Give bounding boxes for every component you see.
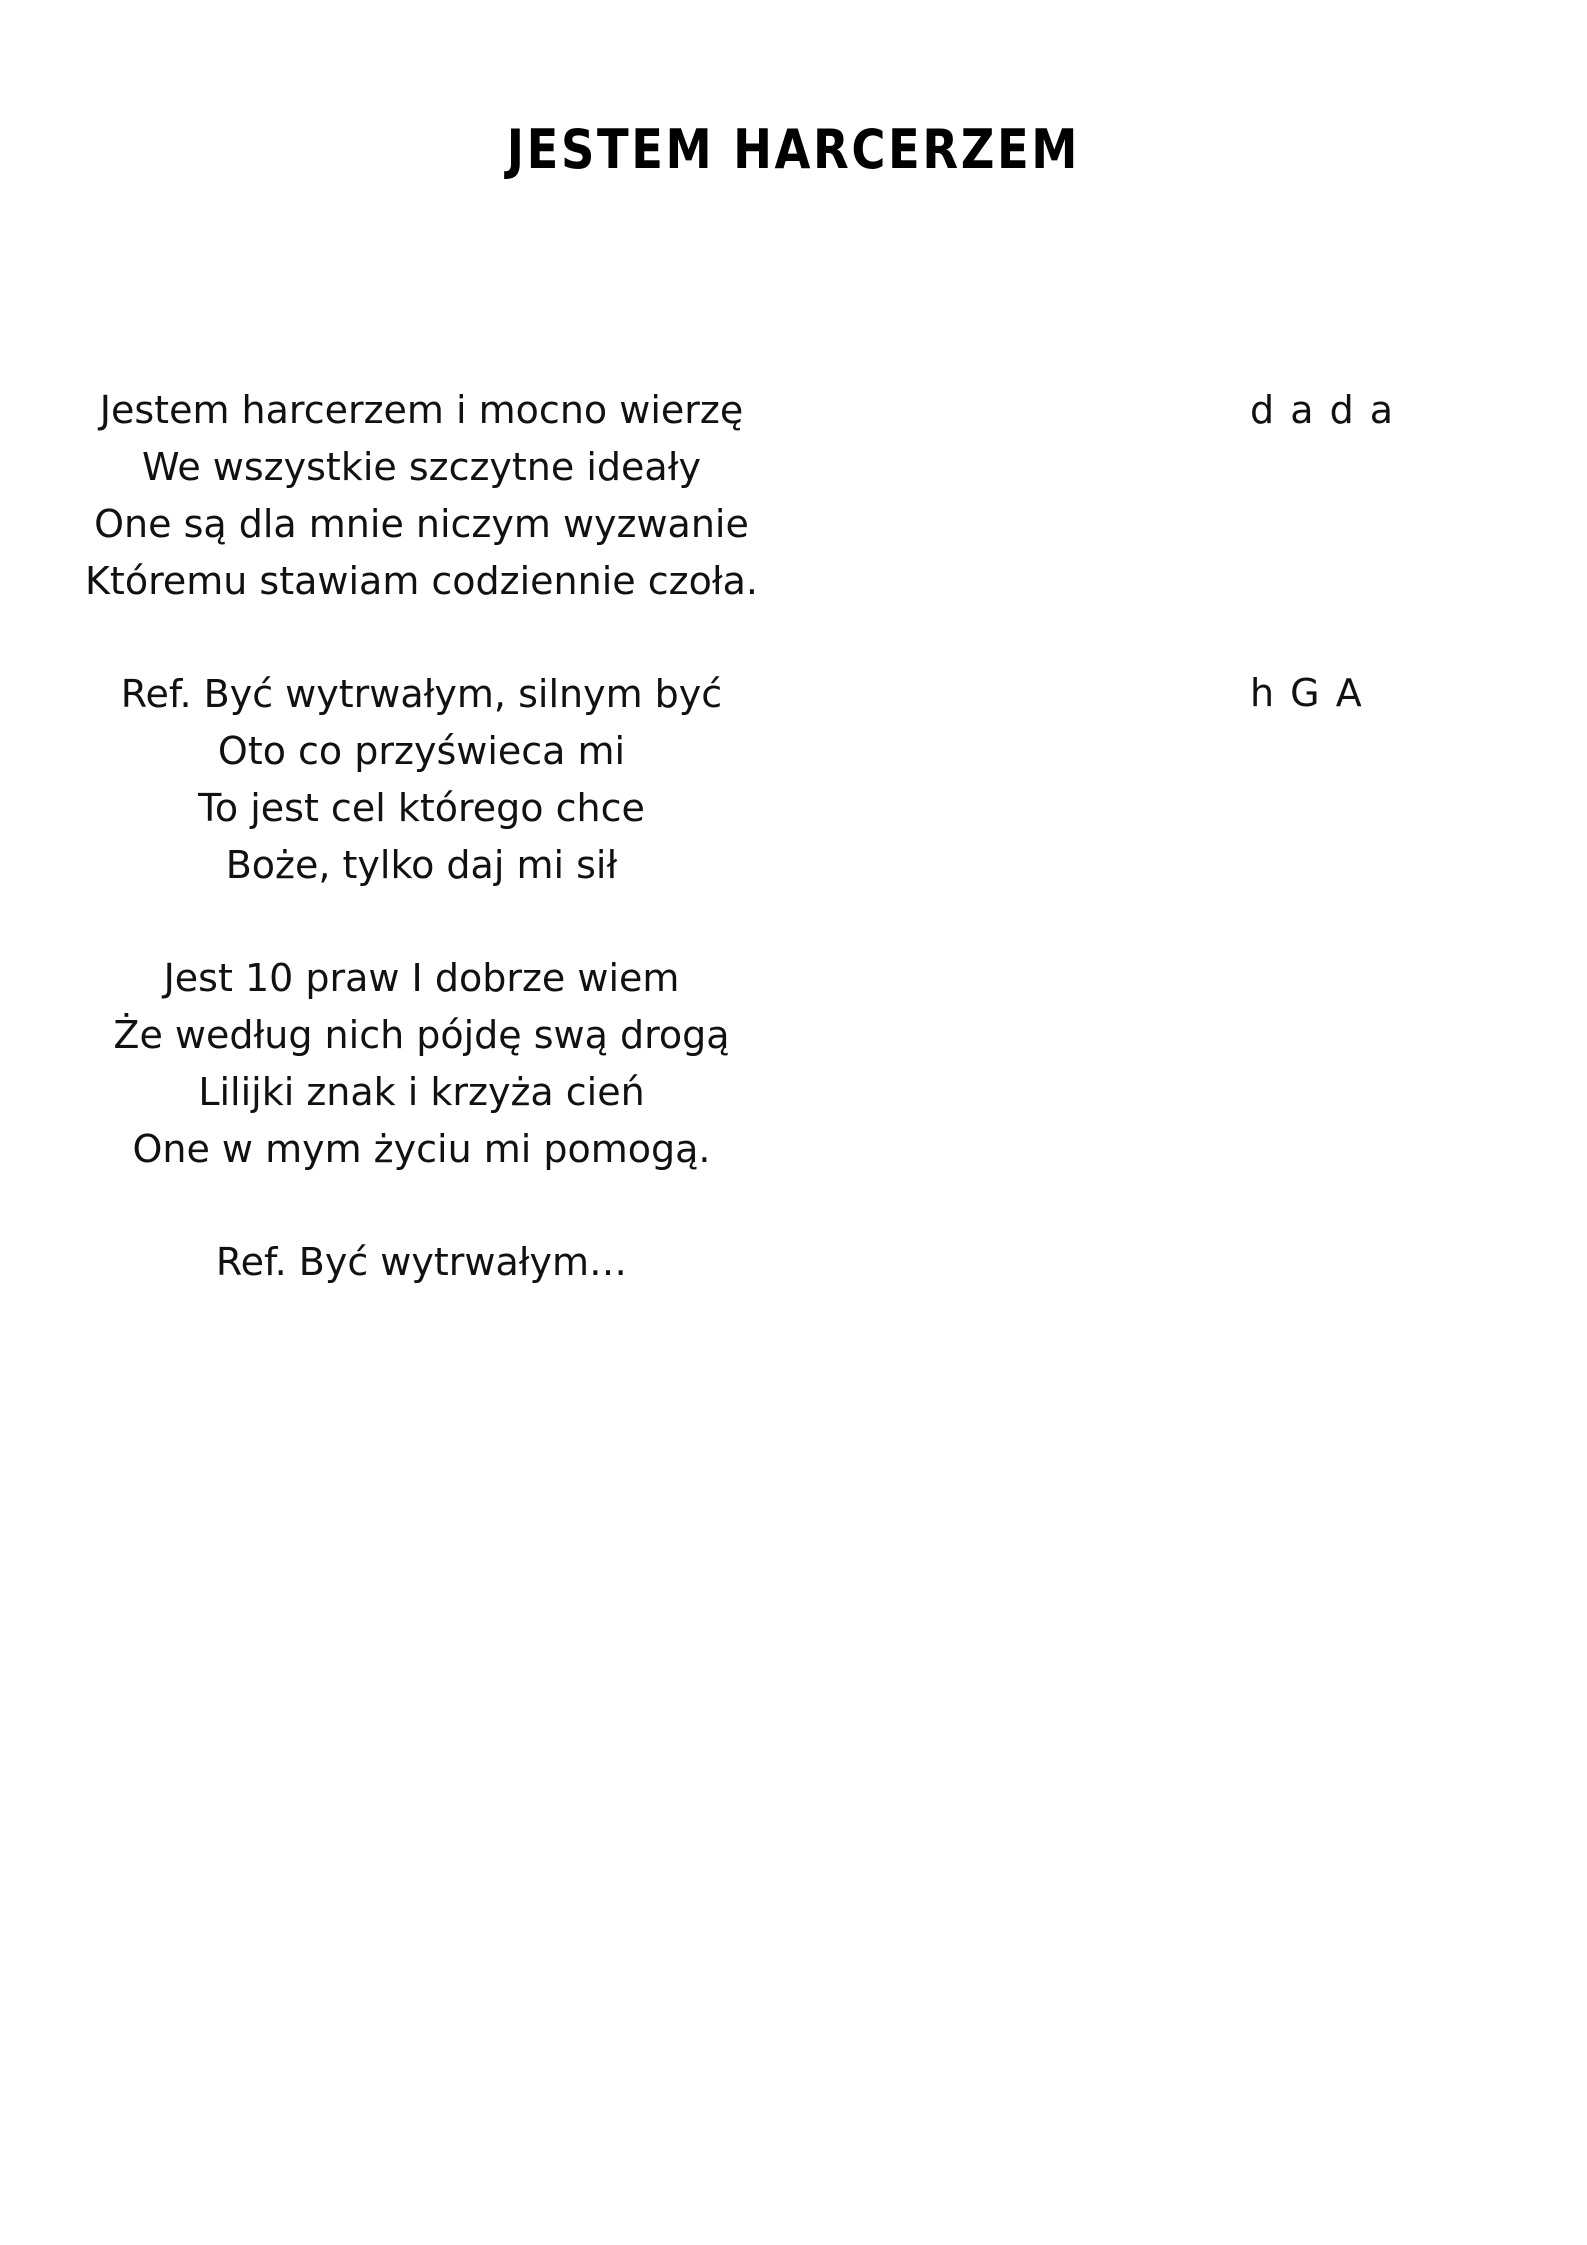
stanza-verse-2: [0, 950, 843, 1178]
lyric-line: Jest 10 praw I dobrze wiem: [163, 956, 680, 1000]
lyric-line: Że według nich pójdę swą drogą: [113, 1013, 730, 1057]
lyric-line: We wszystkie szczytne ideały: [142, 445, 701, 489]
lyric-line: Lilijki znak i krzyża cień: [198, 1070, 645, 1114]
lyric-line: One są dla mnie niczym wyzwanie: [94, 502, 749, 546]
chords-verse: d a d a: [1250, 388, 1396, 432]
lyric-line: Boże, tylko daj mi sił: [225, 843, 618, 887]
stanza-verse-1: [0, 382, 843, 610]
lyric-line: Ref. Być wytrwałym, silnym być: [120, 672, 723, 716]
lyric-line: One w mym życiu mi pomogą.: [132, 1127, 711, 1171]
stanza-chorus-repeat: [0, 1234, 843, 1291]
lyric-line: Któremu stawiam codziennie czoła.: [85, 559, 758, 603]
lyric-line: Oto co przyświeca mi: [217, 729, 626, 773]
stanza-chorus: [0, 666, 843, 894]
lyric-line: To jest cel którego chce: [198, 786, 645, 830]
chords-chorus: h G A: [1250, 671, 1364, 715]
lyric-line: Jestem harcerzem i mocno wierzę: [99, 388, 744, 432]
song-title: JESTEM HARCERZEM: [506, 118, 1081, 181]
lyrics-column: [0, 382, 843, 1347]
lyric-line: Ref. Być wytrwałym…: [215, 1240, 628, 1284]
